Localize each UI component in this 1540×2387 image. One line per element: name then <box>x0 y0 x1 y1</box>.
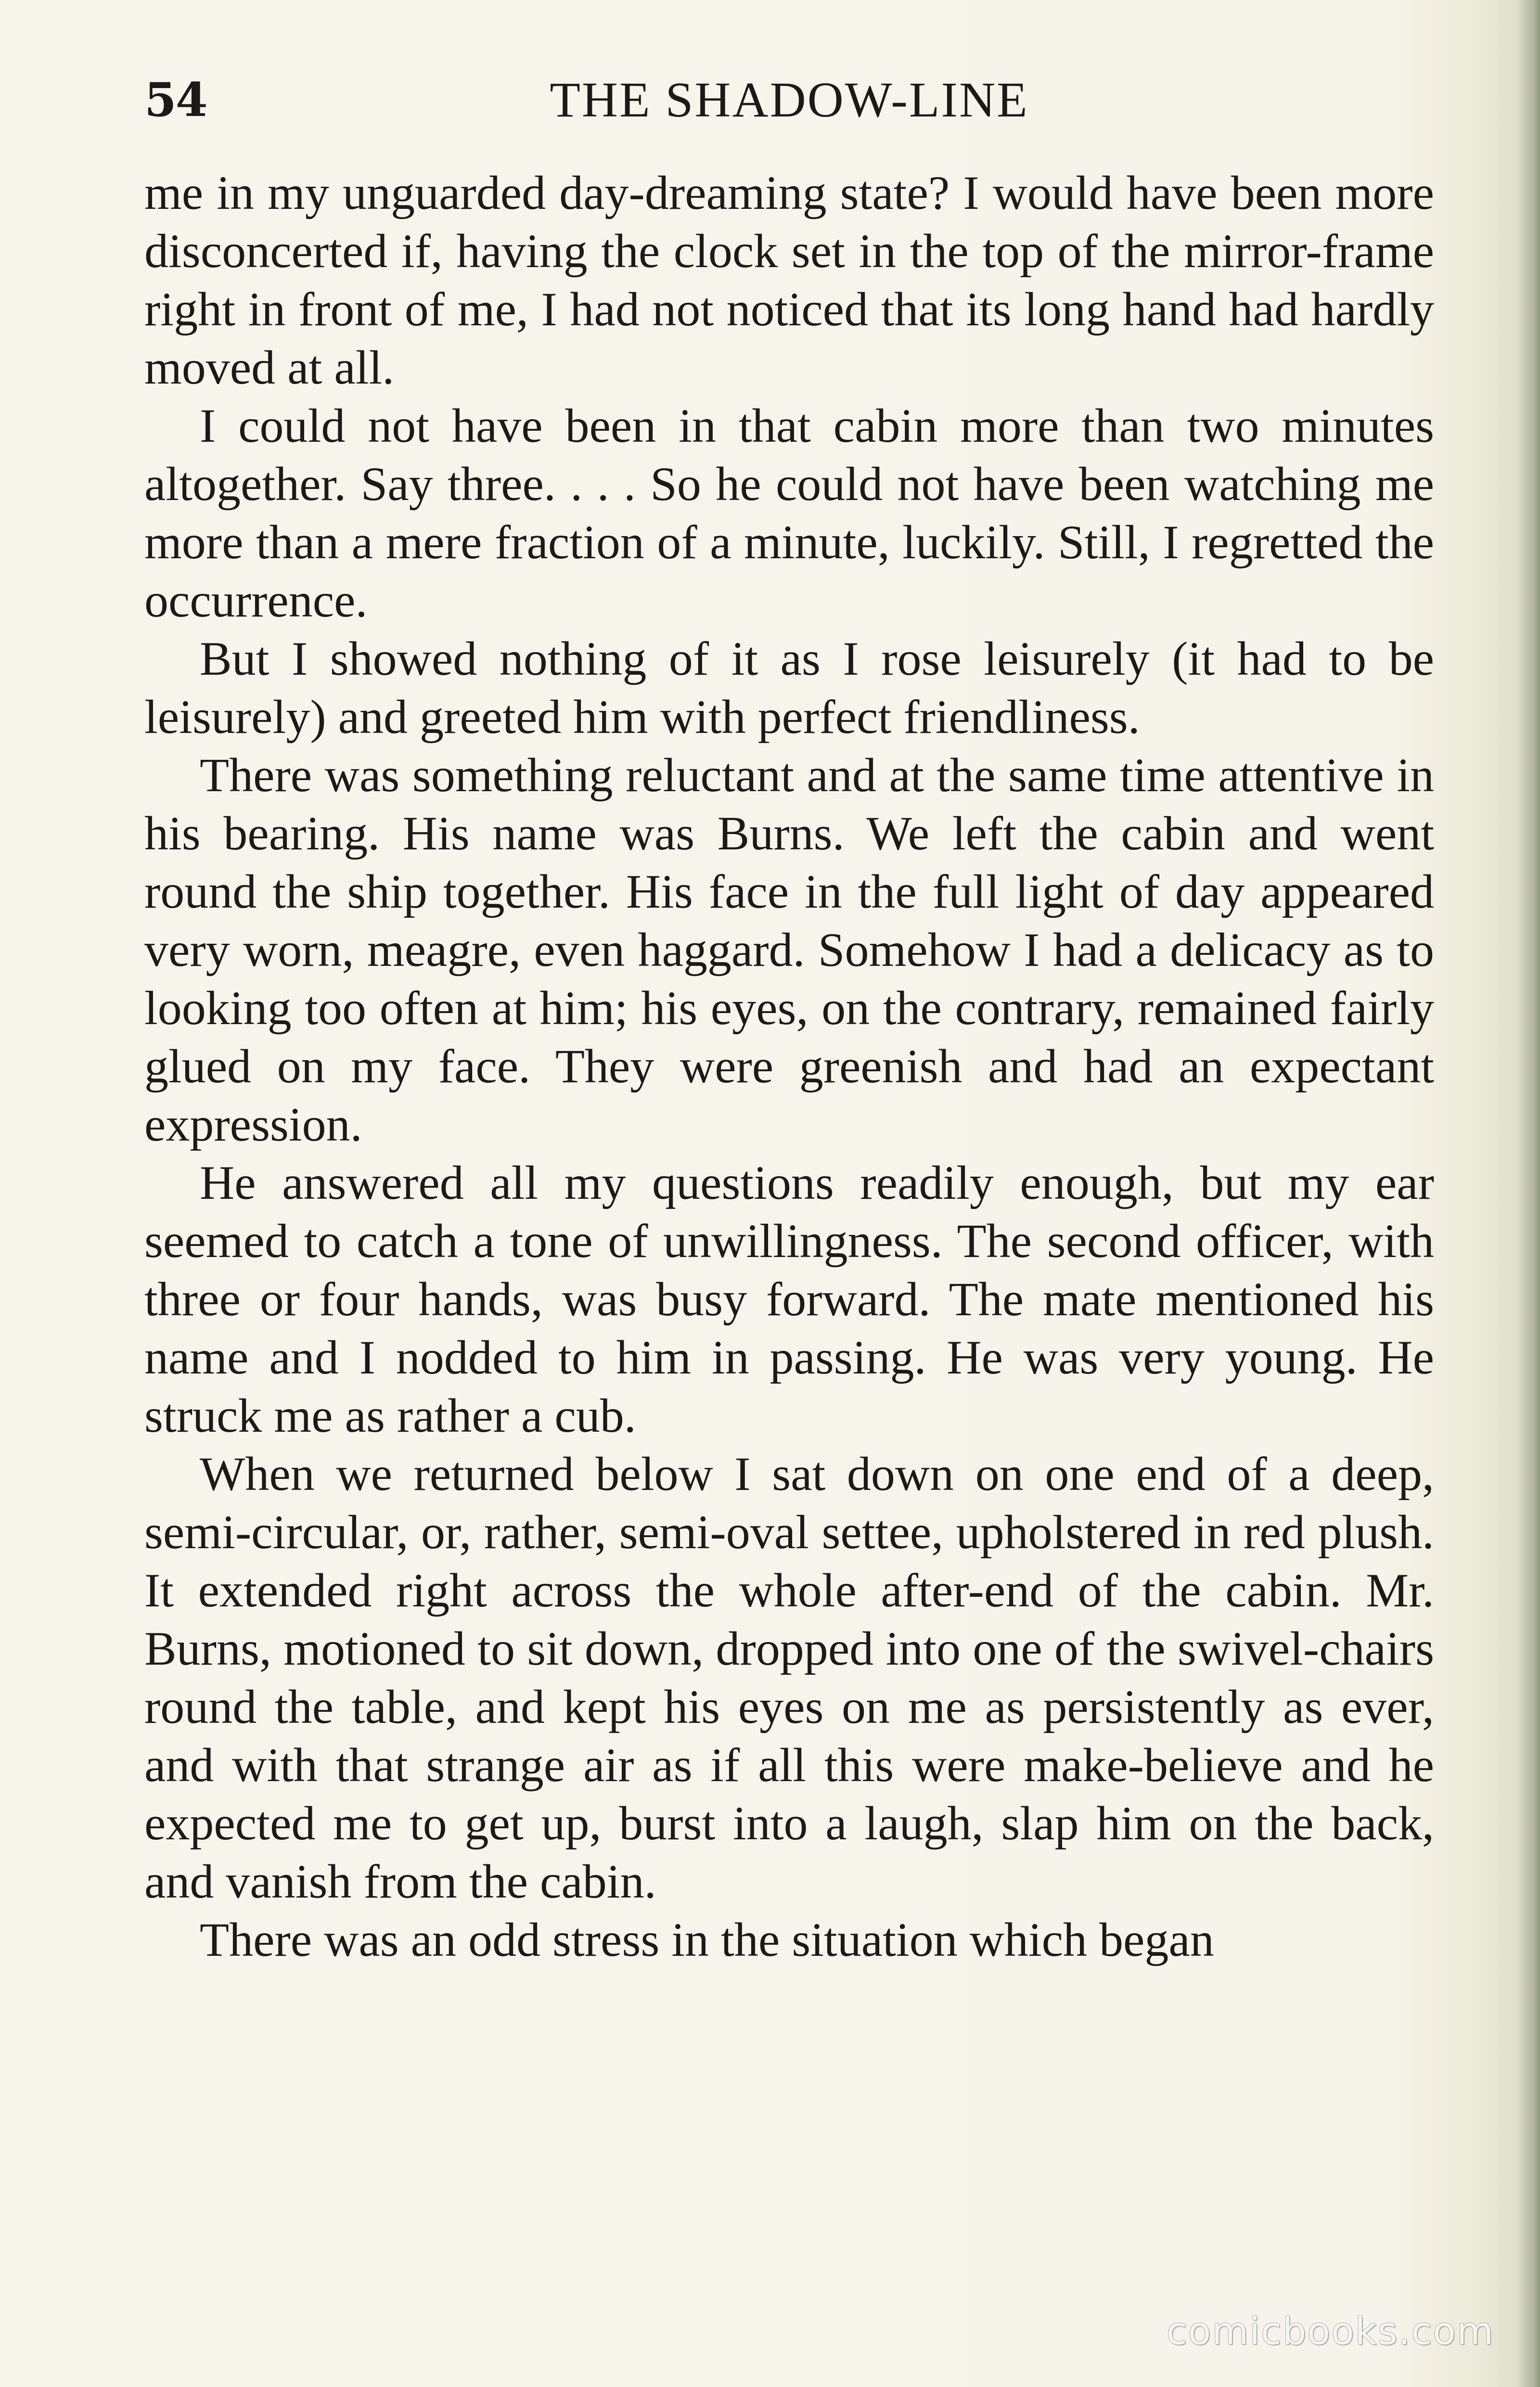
paragraph-3: But I showed nothing of it as I rose leisurely (it had to be leisurely) and greeted him with perfect friendliness. <box>144 632 1434 744</box>
body-text <box>144 164 1434 1969</box>
paragraph-2: I could not have been in that cabin more than two minutes altogether. Say three. . . . So he could not have been watching me more than a mere fraction of a minute, luckily. Still, I regretted the occurrence. <box>144 399 1434 627</box>
page-number: 54 <box>144 73 207 127</box>
paragraph-6: When we returned below I sat down on one end of a deep, semi-circular, or, rather, semi-oval settee, upholstered in red plush. It extended right across the whole after-end of the cabin. Mr. Burns, motioned to sit down, dropped into one of the swivel-chairs round the table, and kept his eyes on me as persistently as ever, and with that strange air as if all this were make-believe and he expected me to get up, burst into a laugh, slap him on the back, and vanish from the cabin. <box>144 1447 1434 1908</box>
paragraph-1: me in my unguarded day-dreaming state? I would have been more disconcerted if, having the clock set in the top of the mirror-frame right in front of me, I had not noticed that its long hand had hardly moved at all. <box>144 166 1434 394</box>
page-edge-shadow <box>1517 0 1540 2387</box>
paragraph-4: There was something reluctant and at the same time attentive in his bearing. His name was Burns. We left the cabin and went round the ship together. His face in the full light of day appeared very worn, meagre, even haggard. Somehow I had a delicacy as to looking too often at him; his eyes, on the contrary, remained fairly glued on my face. They were greenish and had an expectant expression. <box>144 748 1434 1151</box>
page-header <box>144 71 1434 134</box>
paragraph-5: He answered all my questions readily enough, but my ear seemed to catch a tone of unwillingness. The second officer, with three or four hands, was busy forward. The mate mentioned his name and I nodded to him in passing. He was very young. He struck me as rather a cub. <box>144 1156 1434 1442</box>
watermark: comicbooks.com <box>1166 2310 1494 2353</box>
running-title: THE SHADOW-LINE <box>550 72 1029 128</box>
paragraph-7: There was an odd stress in the situation which began <box>200 1913 1214 1966</box>
